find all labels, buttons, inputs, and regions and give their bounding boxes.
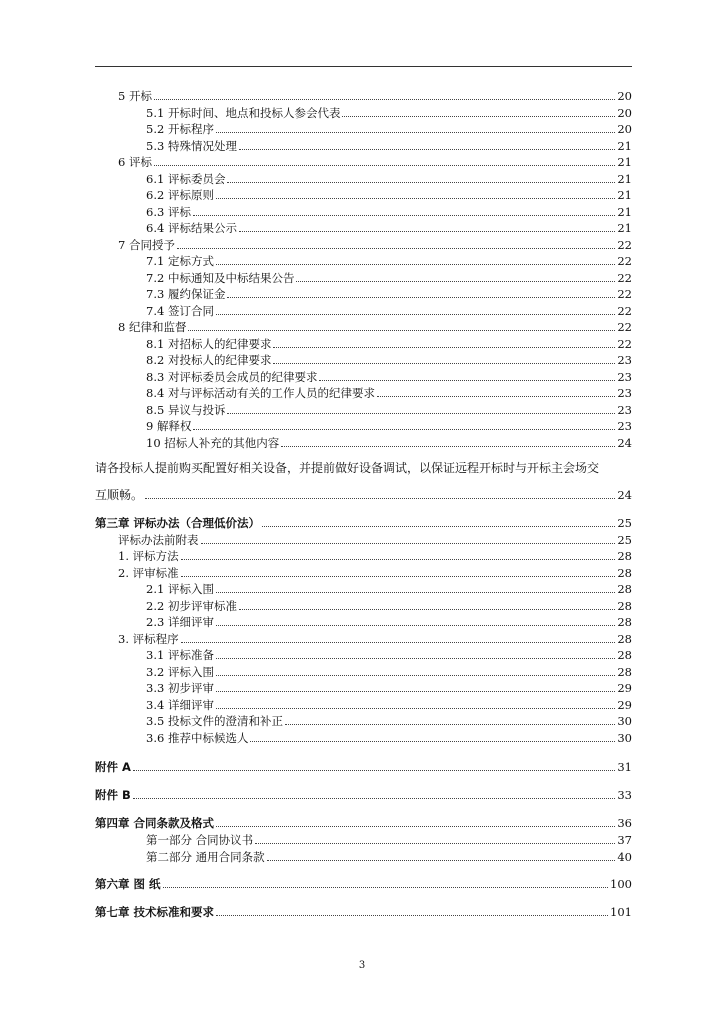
toc-entry[interactable]: 8.5 异议与投诉 23: [146, 403, 632, 417]
notice-paragraph-line: 请各投标人提前购买配置好相关设备，并提前做好设备调试，以保证远程开标时与开标主会场交: [95, 461, 600, 475]
toc-entry[interactable]: 3.1 评标准备 28: [146, 648, 632, 662]
toc-entry[interactable]: 5.1 开标时间、地点和投标人参会代表 20: [146, 106, 632, 120]
toc-entry[interactable]: 3.2 评标入围 28: [146, 665, 632, 679]
toc-entry[interactable]: 7.4 签订合同 22: [146, 304, 632, 318]
toc-entry[interactable]: 6.3 评标 21: [146, 205, 632, 219]
toc-entry[interactable]: 8.1 对招标人的纪律要求 22: [146, 337, 632, 351]
toc-chapter-entry[interactable]: 附件 B 33: [95, 788, 632, 802]
toc-entry[interactable]: 6 评标 21: [118, 155, 632, 169]
toc-entry[interactable]: 6.2 评标原则 21: [146, 188, 632, 202]
toc-entry[interactable]: 6.1 评标委员会 21: [146, 172, 632, 186]
toc-entry[interactable]: 8.3 对评标委员会成员的纪律要求 23: [146, 370, 632, 384]
toc-entry[interactable]: 5.3 特殊情况处理 21: [146, 139, 632, 153]
toc-entry[interactable]: 7 合同授予 22: [118, 238, 632, 252]
toc-entry[interactable]: 10 招标人补充的其他内容 24: [146, 436, 632, 450]
toc-entry[interactable]: 7.1 定标方式 22: [146, 254, 632, 268]
toc-entry[interactable]: 8.4 对与评标活动有关的工作人员的纪律要求 23: [146, 386, 632, 400]
header-rule: [95, 66, 632, 67]
toc-entry[interactable]: 3.4 详细评审 29: [146, 698, 632, 712]
toc-entry[interactable]: 3.3 初步评审 29: [146, 681, 632, 695]
toc-entry[interactable]: 7.3 履约保证金 22: [146, 287, 632, 301]
toc-entry[interactable]: 2.1 评标入围 28: [146, 582, 632, 596]
toc-chapter-entry[interactable]: 附件 A 31: [95, 760, 632, 774]
toc-chapter-entry[interactable]: 第三章 评标办法（合理低价法） 25: [95, 516, 632, 530]
toc-entry[interactable]: 3.5 投标文件的澄清和补正 30: [146, 714, 632, 728]
toc-entry[interactable]: 3.6 推荐中标候选人 30: [146, 731, 632, 745]
toc-entry[interactable]: 第一部分 合同协议书 37: [146, 833, 632, 847]
toc-entry[interactable]: 8.2 对投标人的纪律要求 23: [146, 353, 632, 367]
toc-entry[interactable]: 5 开标 20: [118, 89, 632, 103]
toc-chapter-entry[interactable]: 第六章 图 纸 100: [95, 877, 632, 891]
toc-entry[interactable]: 2.2 初步评审标准 28: [146, 599, 632, 613]
toc-entry[interactable]: 1. 评标方法 28: [118, 549, 632, 563]
toc-chapter-entry[interactable]: 第四章 合同条款及格式 36: [95, 816, 632, 830]
toc-entry[interactable]: 互顺畅。 24: [95, 488, 632, 502]
toc-entry[interactable]: 8 纪律和监督 22: [118, 320, 632, 334]
toc-entry[interactable]: 5.2 开标程序 20: [146, 122, 632, 136]
toc-entry[interactable]: 3. 评标程序 28: [118, 632, 632, 646]
toc-entry[interactable]: 2. 评审标准 28: [118, 566, 632, 580]
toc-entry[interactable]: 2.3 详细评审 28: [146, 615, 632, 629]
toc-entry[interactable]: 6.4 评标结果公示 21: [146, 221, 632, 235]
toc-entry[interactable]: 7.2 中标通知及中标结果公告 22: [146, 271, 632, 285]
toc-entry[interactable]: 9 解释权 23: [146, 419, 632, 433]
toc-entry[interactable]: 第二部分 通用合同条款 40: [146, 850, 632, 864]
toc-entry[interactable]: 评标办法前附表 25: [118, 533, 632, 547]
toc-chapter-entry[interactable]: 第七章 技术标准和要求 101: [95, 905, 632, 919]
page-number: 3: [358, 960, 366, 971]
